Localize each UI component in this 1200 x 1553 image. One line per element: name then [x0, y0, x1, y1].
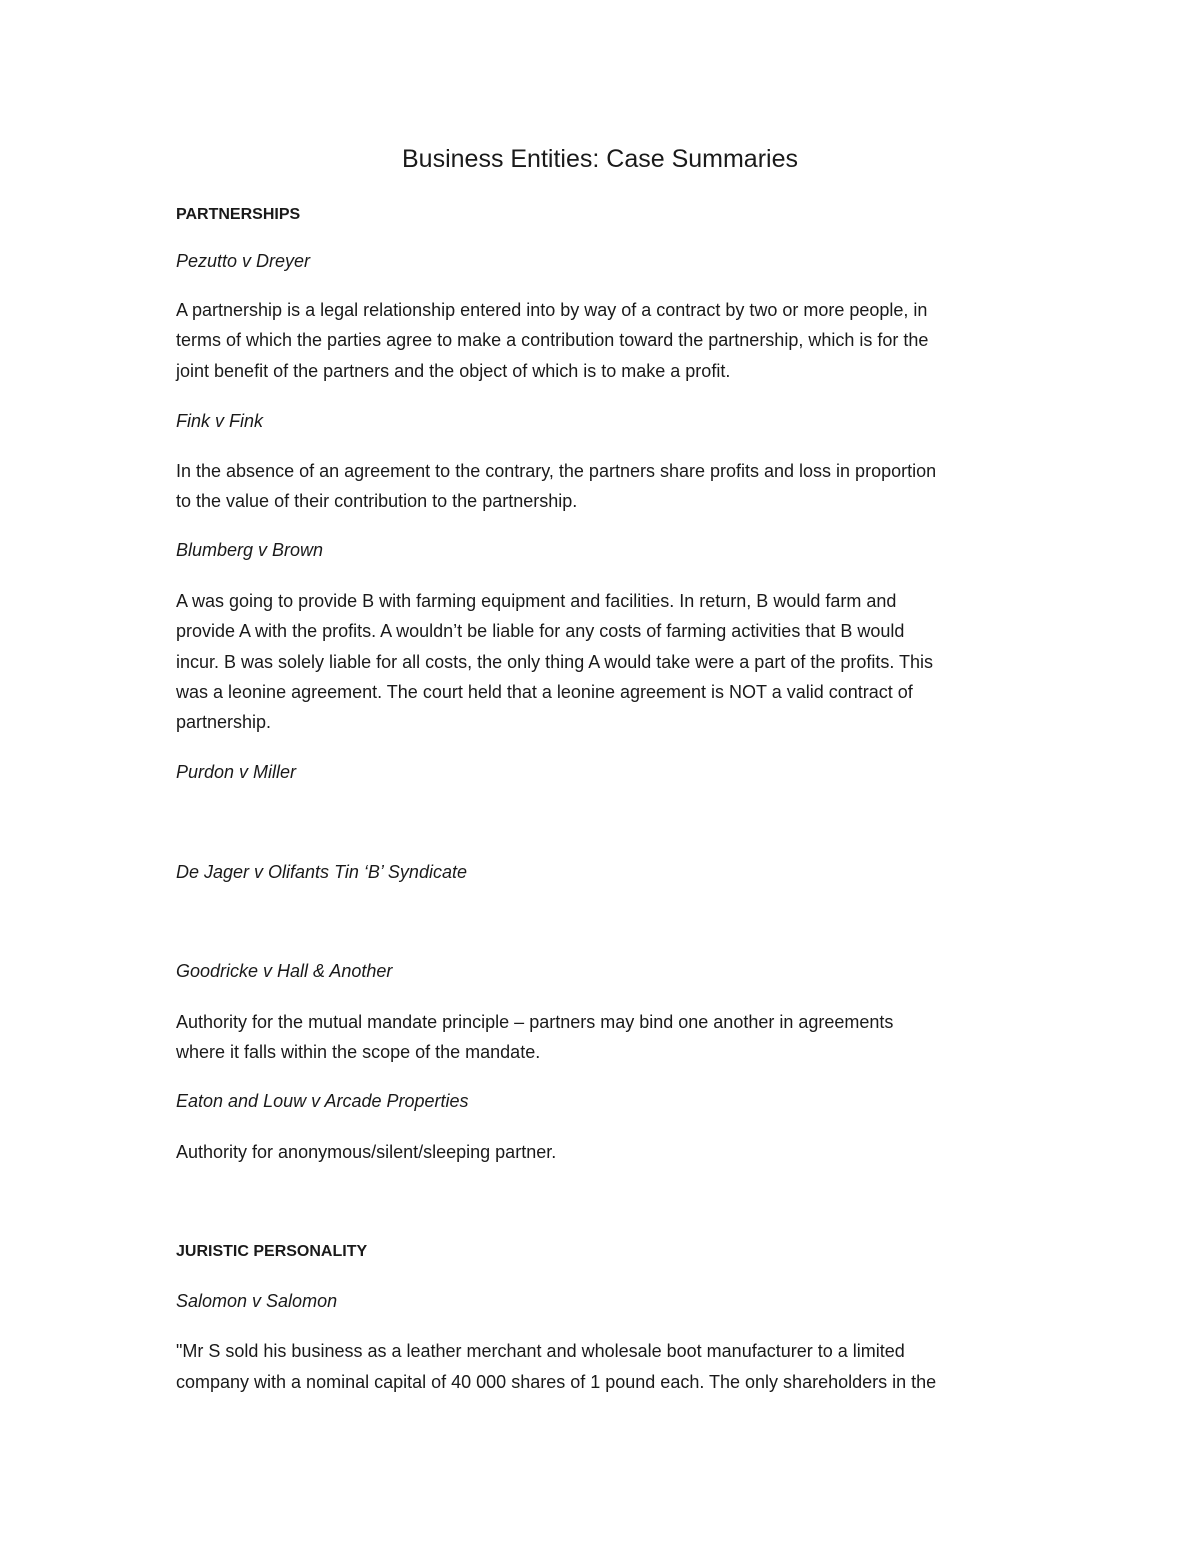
case-name-salomon-v-salomon: Salomon v Salomon	[176, 1291, 338, 1311]
case-name-de-jager-v-olifants: De Jager v Olifants Tin ‘B’ Syndicate	[176, 862, 467, 882]
case-text-line: partnership.	[176, 712, 272, 732]
case-name-purdon-v-miller: Purdon v Miller	[176, 762, 297, 782]
section-heading-juristic-personality: JURISTIC PERSONALITY	[176, 1243, 368, 1260]
case-name-pezutto-v-dreyer: Pezutto v Dreyer	[176, 251, 311, 271]
case-text-line: Authority for the mutual mandate principle – partners may bind one another in agreements	[176, 1012, 894, 1032]
case-text-line: Authority for anonymous/silent/sleeping partner.	[176, 1142, 557, 1162]
case-text-line: to the value of their contribution to the partnership.	[176, 491, 578, 511]
case-text-line: where it falls within the scope of the mandate.	[176, 1042, 541, 1062]
case-text-line: joint benefit of the partners and the object of which is to make a profit.	[176, 361, 731, 381]
case-text-line: was a leonine agreement. The court held that a leonine agreement is NOT a valid contract of	[176, 682, 913, 702]
case-text-line: "Mr S sold his business as a leather merchant and wholesale boot manufacturer to a limited	[176, 1341, 905, 1361]
document-title: Business Entities: Case Summaries	[402, 145, 798, 173]
case-text-line: A partnership is a legal relationship entered into by way of a contract by two or more people, in	[176, 300, 928, 320]
case-text-line: A was going to provide B with farming equipment and facilities. In return, B would farm and	[176, 591, 897, 611]
case-name-fink-v-fink: Fink v Fink	[176, 411, 264, 431]
case-text-line: In the absence of an agreement to the contrary, the partners share profits and loss in proportion	[176, 461, 937, 481]
case-name-goodricke-v-hall: Goodricke v Hall & Another	[176, 961, 393, 981]
case-text-line: terms of which the parties agree to make a contribution toward the partnership, which is for the	[176, 330, 929, 350]
section-heading-partnerships: PARTNERSHIPS	[176, 206, 301, 223]
case-text-line: incur. B was solely liable for all costs, the only thing A would take were a part of the profits. This	[176, 652, 934, 672]
case-name-blumberg-v-brown: Blumberg v Brown	[176, 540, 324, 560]
case-text-line: company with a nominal capital of 40 000 shares of 1 pound each. The only shareholders in the	[176, 1372, 937, 1392]
case-text-line: provide A with the profits. A wouldn’t be liable for any costs of farming activities that B would	[176, 621, 905, 641]
case-name-eaton-and-louw: Eaton and Louw v Arcade Properties	[176, 1091, 469, 1111]
